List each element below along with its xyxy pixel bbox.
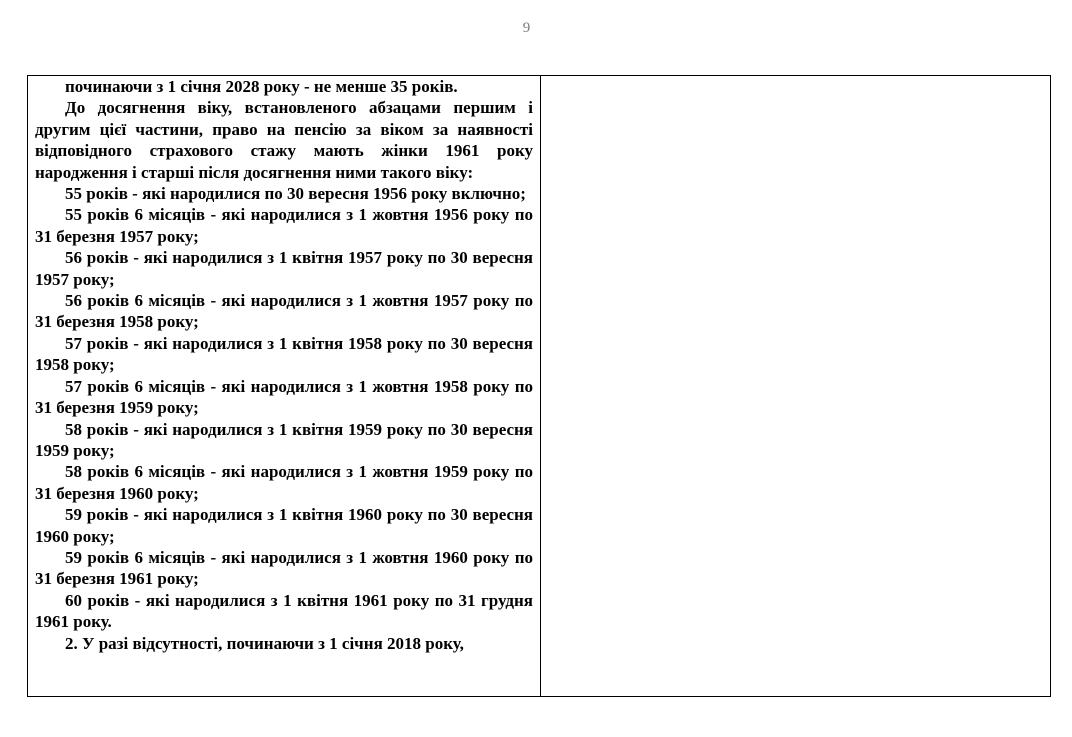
paragraph: 55 років - які народилися по 30 вересня 1956 року включно; [65, 184, 526, 204]
table-cell-left [28, 76, 541, 696]
paragraph: 59 років - які народилися з 1 квітня 1960 року по 30 вересня 1960 року; [35, 505, 533, 546]
paragraph: 57 років 6 місяців - які народилися з 1 жовтня 1958 року по 31 березня 1959 року; [35, 376, 533, 418]
paragraph: 55 років 6 місяців - які народилися з 1 жовтня 1956 року по 31 березня 1957 року; [35, 205, 533, 246]
table-cell-right [541, 76, 1050, 696]
paragraph: 2. У разі відсутності, починаючи з 1 січня 2018 року, [65, 633, 464, 653]
paragraph: До досягнення віку, встановленого абзацами першим і другим цієї частини, право на пенсію за віком за наявності відповідного страхового стажу мають жінки 1961 року народження і старші після досягнення ними такого віку: [35, 98, 533, 182]
paragraph: 60 років - які народилися з 1 квітня 1961 року по 31 грудня 1961 року. [35, 590, 533, 632]
paragraph: 58 років 6 місяців - які народилися з 1 жовтня 1959 року по 31 березня 1960 року; [35, 462, 533, 503]
page-number: 9 [522, 20, 531, 36]
paragraph: 56 років - які народилися з 1 квітня 1957 року по 30 вересня 1957 року; [35, 248, 533, 289]
paragraph: 57 років - які народилися з 1 квітня 1958 року по 30 вересня 1958 року; [35, 333, 533, 375]
comparison-table [27, 75, 1051, 697]
paragraph: 58 років - які народилися з 1 квітня 1959 року по 30 вересня 1959 року; [35, 419, 533, 460]
paragraph: починаючи з 1 січня 2028 року - не менше 35 років. [65, 77, 458, 96]
paragraph: 59 років 6 місяців - які народилися з 1 жовтня 1960 року по 31 березня 1961 року; [35, 547, 533, 589]
paragraph: 56 років 6 місяців - які народилися з 1 жовтня 1957 року по 31 березня 1958 року; [35, 291, 533, 332]
